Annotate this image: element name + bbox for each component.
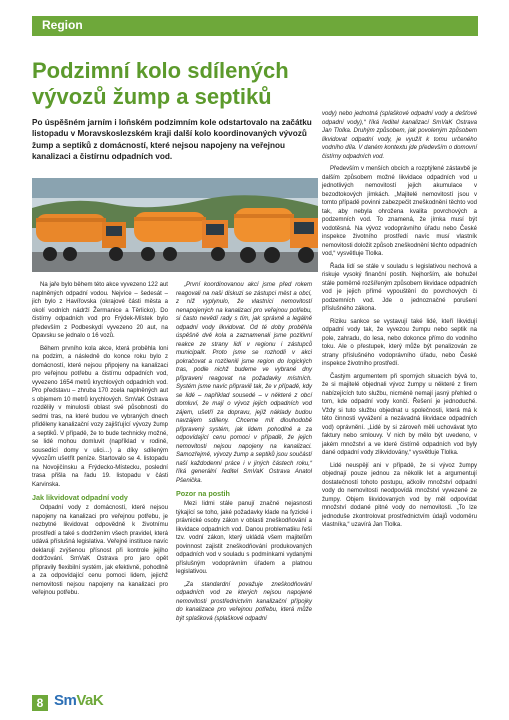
- smvak-logo: [54, 692, 103, 709]
- column-2: [176, 281, 312, 627]
- paragraph: Častým argumentem při sporných situacích bývá to, že si majitelé objednali vývoz žumpy u některé z firem nabízejících tuto službu, nicméně nemají jasný přehled o tom, kde odpadní vody končí. Řešení je jednoduché. Vždy si tuto službu objednat u společnosti, která má k této činnosti vyvážení a nezávadná likvidace odpadních vod) oprávnění. „Lidé by si zároveň měli uchovávat tyto faktury nebo smlouvy. V nich by mělo být uvedeno, v jakém množství a ve které čistírně odpadních vod byly dané odpadní vody zlikvidovány,“ vysvětluje Tlolka.: [322, 373, 477, 456]
- paragraph: Lidé neuspějí ani v případě, že si vývoz žumpy objednají pouze jednou za několik let a argumentují dostatečností tohoto postupu, ačkoliv množství odpadní vody do nemovitosti neodpovídá množství vyvezené ze žumpy. Objem likvidovaných vod by měl odpovídat množství dodané pitné vody do nemovitosti. „To lze jednoduše zkontrolovat prostřednictvím údajů vodoměru vlastníka,“ uzavírá Jan Tlolka.: [322, 462, 477, 528]
- header: [0, 0, 509, 36]
- paragraph: Na jaře bylo během této akce vyvezeno 122 aut naplněných odpadní vodou. Nejvíce – šedesát – jich bylo z Havířovska (okrajové části města a okolí vodních nádrží Žermanice a Těrlicko). Do čistírny odpadních vod pro Frýdek-Místek bylo především z Podbeskydí vyvezeno 20 aut, na Opavsku se jednalo o 16 vozů.: [32, 282, 168, 339]
- column-1: [32, 281, 168, 602]
- quote-paragraph: vody) nebo jednotná (splaškové odpadní vody a dešťové odpadní vody),“ říká ředitel kanalizací SmVaK Ostrava Jan Tlolka. Druhým způsobem, jak povoleným způsobem likvidovat odpadní vody, je využít k tomu určeného vodního díla. V daném kontextu jde především o domovní čistírny odpadních vod.: [322, 111, 477, 160]
- logo-text-sm: Sm: [54, 692, 77, 709]
- column-3: [322, 110, 477, 534]
- quote-paragraph: „První koordinovanou akcí jsme před rokem reagovali na naši diskuzi se zástupci měst a obcí, z níž vyplynulo, že vlastníci nemovitostí nenapojených na kanalizaci pro veřejnou potřebu, si často nevědí rady s tím, jak správně a legálně odpadní vody likvidovat. Od té doby proběhla úspěšně dvě kola a zaznamenali jsme pozitivní reakce ze strany lidí v regionu i zástupců municipalit. Proto jsme se rozhodli v akci pokračovat a rozčlenili jsme region do logických tras, podle nichž budeme ve vybrané dny připraveni reagovat na požadavky místních. Systém jsme navíc připravili tak, že v případě, kdy se lidé – například sousedé – v některé z obcí domluví, že mají o vývoz jejich odpadních vod zájem, ušetří za dopravu, jejíž náklady budou navzájem sdíleny. Chceme mít dlouhodobě připravený systém, jak lidem pohodlně a za odpovídající cenu pomoci v případě, že jejich nemovitosti nejsou napojeny na kanalizaci. Samozřejmě, vývozy žump a septiků jsou součástí naší každodenní práce i v jiných částech roku,“ říká generální ředitel SmVaK Ostrava Anatol Pšenička.: [176, 282, 312, 484]
- quote-paragraph: „Za standardní považuje zneškodňování odpadních vod ze kterých nejsou napojené nemovitosti prostřednictvím kanalizační přípojky do kanalizace pro veřejnou potřebu, která může být splašková (splaškové odpadní: [176, 581, 312, 622]
- subheading-disposal: Jak likvidovat odpadní vody: [32, 493, 128, 502]
- paragraph: Především v menších obcích a rozptýlené zástavbě je dalším způsobem možné likvidace odpadních vod u jednotlivých nemovitostí jejich akumulace v bezodtokových jímkách. „Majitelé nemovitostí jsou v tomto případě povinni zabezpečit zneškodnění těchto vod tak, aby nebyla ohrožena kvalita povrchových a podzemních vod. To znamená, že jímka musí být vodotěsná. Na vývoz vodoprávního úřadu nebo České inspekce životního prostředí navíc musí vlastník nemovitosti doložit způsob zneškodnění těchto odpadních vod,“ vysvětluje Tlolka.: [322, 166, 477, 257]
- page-number: 8: [32, 695, 48, 711]
- section-label: Region: [42, 18, 83, 32]
- paragraph: Během prvního kola akce, která proběhla loni na podzim, a následně do konce roku bylo z domácností, které nejsou připojeny na kanalizaci pro veřejnou potřebu a čistírnu odpadních vod, vyvezeno 1654 metrů krychlových odpadních vod. Pro představu – zhruba 170 zcela naplněných aut s objemem 10 metrů krychlových. SmVaK Ostrava rozdělily v minulosti oblast své působnosti do sedmi tras, na které budou ve vybraných dnech přiděleny kanalizační vozy zajišťující vývozy žump a septiků. V případě, že to bude technicky možné, se lidé mohou domluvit (například v rodině, sousedící domy v ulici…) a díky sdíleným vývozům ušetřit peníze. Startovalo se 4. listopadu na Novojičínsku a Frýdecko-Místecku, poslední trasa přišla na řadu 19. listopadu v části Karvinska.: [32, 345, 168, 488]
- paragraph: Riziku sankce se vystavují také lidé, kteří likvidují odpadní vody tak, že vyvezou žumpu nebo septik na pole, zahradu, do lesa, nebo dokonce přímo do vodního toku. Ale o přestupek, který může být penalizován ze strany příslušného vodoprávního úřadu, nebo České inspekce životního prostředí.: [322, 318, 477, 367]
- article-lead: Po úspěšném jarním i loňském podzimním kole odstartovalo na začátku listopadu v Moravskoslezském kraji další kolo koordinovaných vývozů žump a septiků z domácností, které nejsou napojeny na veřejnou kanalizaci a čistírnu odpadních vod.: [32, 118, 312, 162]
- logo-text-vak: VaK: [76, 692, 104, 709]
- section-bar: [32, 16, 478, 36]
- paragraph: Řada lidí se stále v souladu s legislativou nechová a riskuje vysoký finanční postih. Nejhorším, ale bohužel stále poměrně rozšířeným způsobem likvidace odpadních vod je jejich přímé vypouštění do povrchových či podzemních vod. Jde o jednoznačné porušení příslušného zákona.: [322, 263, 477, 312]
- paragraph: Mezi lidmi stále panují značné nejasnosti týkající se toho, jaké požadavky klade na fyzické i právnické osoby zákon v oblasti zneškodňování a likvidace odpadních vod. Danou problematiku řeší tzv. vodní zákon, který ukládá všem majitelům povinnost zajistit zneškodňování produkovaných odpadních vod v souladu s podmínkami vydanými příslušným vodoprávním úřadem a platnou legislativou.: [176, 501, 312, 575]
- paragraph: Odpadní vody z domácností, které nejsou napojeny na kanalizaci pro veřejnou potřebu, je nezbytné likvidovat odpovědně k životnímu prostředí a také s dodržením všech pravidel, která udává příslušná legislativa. Veřejné instituce navíc deklarují zvýšenou přísnost při kontrole jejího dodržování. SmVaK Ostrava pro jaro opět připravily flexibilní systém, jak efektivně, pohodlně a za odpovídající cenu pomoci lidem, jejichž nemovitosti nejsou napojeny na kanalizaci pro veřejnou potřebu.: [32, 505, 168, 596]
- tanker-trucks-photo: [32, 178, 318, 272]
- article-title: Podzimní kolo sdílených vývozů žump a septiků: [32, 58, 289, 109]
- subheading-penalty: Pozor na postih: [176, 489, 230, 498]
